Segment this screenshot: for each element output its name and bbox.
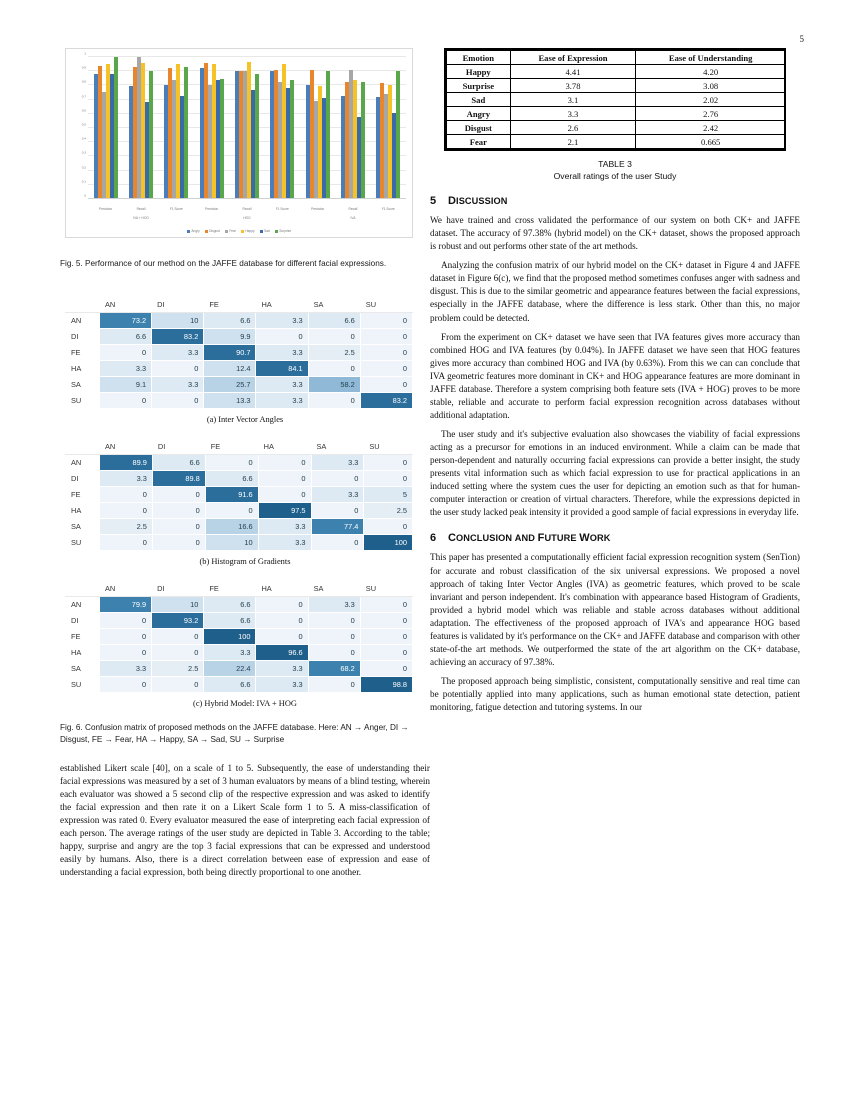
table-row xyxy=(66,344,413,360)
confusion-matrix-row-header: SU xyxy=(66,392,100,408)
confusion-matrix-cell: 0 xyxy=(100,344,152,360)
table-row xyxy=(66,486,413,502)
confusion-matrix-cell: 6.6 xyxy=(204,676,256,692)
confusion-matrix-row-header: DI xyxy=(66,612,100,628)
table3-cell-emotion: Disgust xyxy=(447,121,511,135)
section-title-rest: ISCUSSION xyxy=(456,196,508,207)
confusion-matrix-cell: 0 xyxy=(308,328,360,344)
table-row xyxy=(66,454,413,470)
confusion-matrix-cell: 0 xyxy=(308,628,360,644)
table3-header-understanding: Ease of Understanding xyxy=(636,51,786,65)
confusion-matrix-corner xyxy=(66,296,100,312)
confusion-matrix-row-header: SA xyxy=(66,376,100,392)
confusion-matrix-cell: 98.8 xyxy=(360,676,412,692)
confusion-matrix-cell: 6.6 xyxy=(152,454,205,470)
table3-wrapper xyxy=(444,48,786,151)
confusion-matrix-cell: 96.6 xyxy=(256,644,308,660)
confusion-matrix-cell: 0 xyxy=(308,360,360,376)
confusion-matrix-cell: 0 xyxy=(364,454,413,470)
table3-cell-understanding: 2.42 xyxy=(636,121,786,135)
table3-cell-expression: 3.1 xyxy=(510,93,636,107)
discussion-paragraph-2: Analyzing the confusion matrix of our hybrid model on the CK+ dataset in Figure 4 and JAFFE dataset in Figure 6(c), we find that the proposed method sometimes confuses anger with sadness and disgust. This is due to the similar geometric and appearance features between the facial expressions, especially in the JAFFE database, where the difference is less stark. Other than this, no major problem could be detected. xyxy=(430,260,800,323)
chart-bar xyxy=(184,67,188,199)
confusion-matrix-header-row xyxy=(66,296,413,312)
confusion-matrix-cell: 3.3 xyxy=(308,596,360,612)
confusion-matrix-cell: 0 xyxy=(364,470,413,486)
confusion-matrix-cell: 0 xyxy=(100,486,153,502)
confusion-matrix-row-header: SA xyxy=(66,660,100,676)
confusion-matrix-cell: 6.6 xyxy=(308,312,360,328)
chart-legend-item xyxy=(260,229,270,233)
confusion-matrix-cell: 58.2 xyxy=(308,376,360,392)
confusion-matrix-cell: 0 xyxy=(152,628,204,644)
confusion-matrix-column-header: AN xyxy=(100,580,152,596)
chart-x-tick-labels xyxy=(88,207,406,211)
chart-bar-group xyxy=(123,57,158,199)
table-row xyxy=(66,676,413,692)
confusion-matrix-cell: 0 xyxy=(360,612,412,628)
confusion-matrix-cell: 0 xyxy=(256,628,308,644)
confusion-matrix-cell: 0 xyxy=(100,676,152,692)
confusion-matrix-column-header: HA xyxy=(256,296,308,312)
discussion-paragraph-3: From the experiment on CK+ dataset we have seen that IVA features gives more accuracy than combined HOG and IVA features (by 0.04%). In JAFFE dataset we have seen that HOG features gives more accuracy than combined HOG and IVA (by 0.63%). From this we can can conclude that IVA geometric features more dominant in CK+ and HOG appearance features are more dominant in JAFFE database. Therefore a system comprising both feature sets (IVA + HOG) proves to be more stable, reliable and accurate to perform facial expression recognition across databases without additional adaptation. xyxy=(430,331,800,420)
confusion-matrix-row-header: FE xyxy=(66,344,100,360)
table-row xyxy=(66,470,413,486)
section-number-5: 5 xyxy=(430,195,437,208)
confusion-matrix-corner xyxy=(66,580,100,596)
chart-bar-group xyxy=(194,57,229,199)
chart-y-tick-label: 0.7 xyxy=(81,94,86,99)
confusion-matrix-row-header: SU xyxy=(66,534,100,550)
chart-y-tick-label: 0.2 xyxy=(81,165,86,170)
chart-bar xyxy=(361,82,365,199)
confusion-matrix-cell: 0 xyxy=(152,518,205,534)
confusion-matrix-cell: 2.5 xyxy=(100,518,153,534)
figure5-chart xyxy=(65,48,413,238)
confusion-matrix-cell: 0 xyxy=(100,502,153,518)
confusion-matrix-cell: 0 xyxy=(308,392,360,408)
section-heading-discussion xyxy=(430,195,800,207)
chart-x-tick-label: Precision xyxy=(99,207,113,211)
confusion-matrix-cell: 0 xyxy=(152,486,205,502)
discussion-paragraph-4: The user study and it's subjective evaluation also showcases the viability of facial expressions acting as a precursor for emotions in an induced environment. While a claim can be made that person-dependent and naturally occurring facial expressions can provide a better insight, the study presents vital information such as which facial expression to use for practical applications in an induced setting where the system cues the user for depicting an emotion such as that for human-computer interaction or creation of virtual characters. Therefore, while the expressions depicted in the user study lacked peak intensity it provided a good sample of facial expressions in everyday life. xyxy=(430,429,800,518)
confusion-matrix-cell: 3.3 xyxy=(152,344,204,360)
chart-x-tick-label: F1 Score xyxy=(169,207,183,211)
confusion-matrix-cell: 0 xyxy=(360,644,412,660)
confusion-matrix-cell: 0 xyxy=(100,612,152,628)
confusion-matrix-cell: 0 xyxy=(360,360,412,376)
confusion-matrix-cell: 13.3 xyxy=(204,392,256,408)
chart-legend-swatch xyxy=(260,230,263,233)
confusion-matrix-cell: 9.1 xyxy=(100,376,152,392)
confusion-matrix-row-header: AN xyxy=(66,454,100,470)
confusion-matrix-column-header: HA xyxy=(258,438,311,454)
chart-legend-swatch xyxy=(187,230,190,233)
table-row xyxy=(447,135,786,149)
confusion-matrix-cell: 22.4 xyxy=(204,660,256,676)
chart-bar-group xyxy=(88,57,123,199)
chart-legend-swatch xyxy=(205,230,208,233)
confusion-matrix-cell: 10 xyxy=(152,312,204,328)
confusion-matrix-row-header: HA xyxy=(66,360,100,376)
confusion-matrix-cell: 0 xyxy=(360,344,412,360)
table3-cell-expression: 2.6 xyxy=(510,121,636,135)
confusion-matrix-cell: 97.5 xyxy=(258,502,311,518)
table3-cell-expression: 2.1 xyxy=(510,135,636,149)
table-row xyxy=(447,107,786,121)
table3-caption xyxy=(430,158,800,182)
table3-header-expression: Ease of Expression xyxy=(510,51,636,65)
confusion-matrix-cell: 0 xyxy=(311,502,364,518)
confusion-matrix-cell: 10 xyxy=(205,534,258,550)
chart-x-tick-label: F1 Score xyxy=(381,207,395,211)
confusion-matrix-cell: 73.2 xyxy=(100,312,152,328)
confusion-matrix-cell: 0 xyxy=(100,644,152,660)
chart-bar-group xyxy=(265,57,300,199)
table3-header-row xyxy=(447,51,786,65)
table3 xyxy=(446,50,786,149)
confusion-matrix-cell: 3.3 xyxy=(152,376,204,392)
confusion-matrix-cell: 0 xyxy=(258,470,311,486)
chart-group-labels xyxy=(88,216,406,220)
confusion-matrix-cell: 100 xyxy=(364,534,413,550)
table3-cell-understanding: 3.08 xyxy=(636,79,786,93)
confusion-matrix-cell: 3.3 xyxy=(204,644,256,660)
confusion-matrix xyxy=(65,296,413,409)
confusion-matrix-column-header: SU xyxy=(364,438,413,454)
confusion-matrix-header-row xyxy=(66,580,413,596)
chart-y-tick-label: 0.9 xyxy=(81,65,86,70)
table3-cell-emotion: Angry xyxy=(447,107,511,121)
confusion-matrix-column-header: FE xyxy=(205,438,258,454)
confusion-matrix-cell: 91.6 xyxy=(205,486,258,502)
figure6-caption: Fig. 6. Confusion matrix of proposed methods on the JAFFE database. Here: AN → Anger, DI → Disgust, FE → Fear, HA → Happy, SA → Sad, SU → Surprise xyxy=(60,722,409,744)
confusion-matrix-cell: 89.8 xyxy=(152,470,205,486)
confusion-matrix-cell: 0 xyxy=(100,628,152,644)
confusion-matrix-cell: 3.3 xyxy=(100,660,152,676)
confusion-matrix-column-header: DI xyxy=(152,580,204,596)
confusion-matrix-cell: 0 xyxy=(360,376,412,392)
table-row xyxy=(447,121,786,135)
table-row xyxy=(66,612,413,628)
conclusion-title-f: F xyxy=(537,532,545,545)
table3-cell-understanding: 2.76 xyxy=(636,107,786,121)
confusion-matrix-subcaption: (c) Hybrid Model: IVA + HOG xyxy=(193,698,297,708)
conclusion-title-and: AND xyxy=(514,533,535,544)
confusion-matrix-cell: 3.3 xyxy=(256,392,308,408)
confusion-matrix-cell: 3.3 xyxy=(256,312,308,328)
chart-legend-item xyxy=(205,229,220,233)
chart-legend-swatch xyxy=(241,230,244,233)
chart-legend-item xyxy=(275,229,291,233)
confusion-matrix-row-header: SA xyxy=(66,518,100,534)
chart-group-label: HOG xyxy=(243,216,251,220)
table-row xyxy=(66,534,413,550)
confusion-matrix-cell: 6.6 xyxy=(204,596,256,612)
chart-x-tick-label: Recall xyxy=(348,207,358,211)
chart-y-tick-label: 0.4 xyxy=(81,136,86,141)
confusion-matrix-cell: 0 xyxy=(308,676,360,692)
confusion-matrix-cell: 0 xyxy=(205,502,258,518)
confusion-matrix-cell: 90.7 xyxy=(204,344,256,360)
confusion-matrix-column-header: HA xyxy=(256,580,308,596)
confusion-matrix-cell: 100 xyxy=(204,628,256,644)
confusion-matrix-cell: 0 xyxy=(152,502,205,518)
chart-bar-group xyxy=(300,57,335,199)
confusion-matrix-row-header: DI xyxy=(66,328,100,344)
chart-legend-swatch xyxy=(225,230,228,233)
confusion-matrix-cell: 0 xyxy=(256,596,308,612)
confusion-matrix-column-header: SA xyxy=(308,296,360,312)
confusion-matrix-cell: 77.4 xyxy=(311,518,364,534)
table-row xyxy=(447,79,786,93)
confusion-matrix-column-header: SU xyxy=(360,580,412,596)
discussion-paragraph-1: We have trained and cross validated the performance of our system on both CK+ and JAFFE dataset. The accuracy of 97.38% (hybrid model) on the CK+ dataset, shows the proposed approach is robust and out performs other state of the art methods. xyxy=(430,215,800,252)
conclusion-title-onclusion: ONCLUSION xyxy=(456,533,513,544)
chart-group-label: IVA xyxy=(350,216,356,220)
table3-caption-line1: TABLE 3 xyxy=(598,159,632,169)
table3-cell-understanding: 2.02 xyxy=(636,93,786,107)
confusion-matrix-cell: 12.4 xyxy=(204,360,256,376)
confusion-matrix-cell: 68.2 xyxy=(308,660,360,676)
figure5-caption: Fig. 5. Performance of our method on the JAFFE database for different facial expressions. xyxy=(60,259,387,268)
left-paragraph-1: established Likert scale [40], on a scale of 1 to 5. Subsequently, the ease of understanding their facial expressions was measured by a set of 3 human evaluators by means of a blind testing, wherein each evaluator was showed a 5 second clip of the respective expression and was asked to identify the facial expression and then rate it on a Likert Scale form 1 to 5. A miss-classification of expression was rated 0. Every evaluator measured the ease of interpreting each facial expression of each person. The average ratings of the user study are depicted in Table 3. According to the table; happy, surprise and angry are the top 3 facial expressions that can be expressed and understood easily by humans. Also, there is a direct correlation between ease of expression and ease of understanding a facial expression, both being directly proportional to one another. xyxy=(60,762,430,878)
chart-bar-group xyxy=(335,57,370,199)
chart-plot-area xyxy=(81,51,406,199)
conclusion-title-uture: UTURE xyxy=(544,533,577,544)
chart-x-axis xyxy=(88,198,406,199)
confusion-matrix-cell: 83.2 xyxy=(152,328,204,344)
confusion-matrix-cell: 0 xyxy=(311,534,364,550)
confusion-matrix-cell: 2.5 xyxy=(364,502,413,518)
chart-group-label: IVA + HOG xyxy=(133,216,149,220)
confusion-matrix-column-header: SA xyxy=(311,438,364,454)
confusion-matrix-cell: 0 xyxy=(308,644,360,660)
confusion-matrix-row-header: AN xyxy=(66,596,100,612)
confusion-matrix-cell: 3.3 xyxy=(311,486,364,502)
chart-legend-swatch xyxy=(275,230,278,233)
confusion-matrix-cell: 3.3 xyxy=(256,344,308,360)
confusion-matrix-cell: 6.6 xyxy=(204,612,256,628)
page-number: 5 xyxy=(799,34,804,44)
confusion-matrix xyxy=(65,438,413,551)
chart-legend-label: Fear xyxy=(229,229,236,233)
confusion-matrix-column-header: DI xyxy=(152,438,205,454)
confusion-matrix-cell: 0 xyxy=(100,534,153,550)
confusion-matrix-corner xyxy=(66,438,100,454)
confusion-matrix-cell: 6.6 xyxy=(100,328,152,344)
confusion-matrix-cell: 79.9 xyxy=(100,596,152,612)
confusion-matrix-column-header: DI xyxy=(152,296,204,312)
conclusion-paragraph-1: This paper has presented a computationally efficient facial expression recognition system (SenTion) for accurate and robust classification of the six universal expressions. We proposed a novel approach of taking Inter Vector Angles (IVA) as geometric features, which proved to be scale invariant and person independent. It's combination with appearance based Histogram of Gradients, provided a hybrid model which was reliable and stable across databases without additional adaptation. The effectiveness of the proposed approach of IVA's and appearance HOG based features is validated by it's performance on the CK+ and JAFFE database and comparison with other state-of-the art methods. We outperformed the state of the art algorithm on the CK+ database, achieving an accuracy of 97.38%. xyxy=(430,552,800,667)
confusion-matrix-cell: 0 xyxy=(360,312,412,328)
confusion-matrix-cell: 93.2 xyxy=(152,612,204,628)
confusion-matrix-cell: 0 xyxy=(311,470,364,486)
confusion-matrix-row-header: DI xyxy=(66,470,100,486)
table-row xyxy=(66,596,413,612)
confusion-matrix-column-header: FE xyxy=(204,580,256,596)
confusion-matrix-column-header: AN xyxy=(100,438,153,454)
confusion-matrix-row-header: HA xyxy=(66,502,100,518)
confusion-matrix-cell: 0 xyxy=(256,328,308,344)
chart-legend-label: Happy xyxy=(245,229,255,233)
confusion-matrix-cell: 6.6 xyxy=(205,470,258,486)
confusion-matrix-cell: 3.3 xyxy=(256,660,308,676)
confusion-matrix-cell: 84.1 xyxy=(256,360,308,376)
conclusion-title-w: W xyxy=(579,532,590,545)
chart-y-tick-label: 0 xyxy=(84,193,86,198)
confusion-matrix-cell: 3.3 xyxy=(258,518,311,534)
confusion-matrix-cell: 89.9 xyxy=(100,454,153,470)
chart-x-tick-label: Recall xyxy=(242,207,252,211)
confusion-matrix-cell: 0 xyxy=(360,328,412,344)
confusion-matrix-cell: 0 xyxy=(258,454,311,470)
confusion-matrix-cell: 0 xyxy=(258,486,311,502)
confusion-matrix xyxy=(65,580,413,693)
table3-cell-expression: 4.41 xyxy=(510,65,636,79)
chart-bar xyxy=(255,74,259,199)
table-row xyxy=(66,312,413,328)
confusion-matrix-row-header: AN xyxy=(66,312,100,328)
confusion-matrix-cell: 3.3 xyxy=(258,534,311,550)
conclusion-paragraph-2: The proposed approach being simplistic, consistent, computationally sensitive and real time can be potentially applied into many applications, such as human emotional state detection, patient monitoring, fatigue detection and tutoring systems. In our xyxy=(430,676,800,713)
chart-y-tick-label: 1 xyxy=(84,51,86,56)
right-column xyxy=(430,48,800,720)
chart-bar-group xyxy=(159,57,194,199)
confusion-matrix-subcaption: (b) Histogram of Gradients xyxy=(199,556,291,566)
chart-bar xyxy=(290,80,294,199)
table-row xyxy=(66,628,413,644)
confusion-matrix-cell: 0 xyxy=(152,360,204,376)
chart-y-tick-label: 0.8 xyxy=(81,80,86,85)
chart-bar xyxy=(114,57,118,199)
confusion-matrix-cell: 3.3 xyxy=(256,676,308,692)
chart-x-tick-label: Precision xyxy=(311,207,325,211)
confusion-matrix-cell: 9.9 xyxy=(204,328,256,344)
confusion-matrix-header-row xyxy=(66,438,413,454)
confusion-matrix-cell: 0 xyxy=(360,628,412,644)
chart-legend-label: Surprise xyxy=(279,229,292,233)
table3-cell-understanding: 0.665 xyxy=(636,135,786,149)
table3-caption-line2: Overall ratings of the user Study xyxy=(553,171,677,182)
chart-legend-label: Angry xyxy=(191,229,200,233)
chart-bar xyxy=(326,71,330,199)
confusion-matrix-cell: 3.3 xyxy=(100,360,152,376)
chart-legend-item xyxy=(241,229,255,233)
chart-y-tick-label: 0.6 xyxy=(81,108,86,113)
chart-legend-item xyxy=(187,229,200,233)
confusion-matrix-cell: 25.7 xyxy=(204,376,256,392)
chart-bar xyxy=(396,71,400,199)
confusion-matrix-column-header: SU xyxy=(360,296,412,312)
table-row xyxy=(66,376,413,392)
table-row xyxy=(66,328,413,344)
table3-cell-understanding: 4.20 xyxy=(636,65,786,79)
confusion-matrix-row-header: FE xyxy=(66,628,100,644)
chart-legend-label: Sad xyxy=(264,229,270,233)
confusion-matrix-cell: 0 xyxy=(152,644,204,660)
confusion-matrix-column-header: AN xyxy=(100,296,152,312)
chart-bar xyxy=(220,79,224,199)
confusion-matrix-cell: 0 xyxy=(256,612,308,628)
chart-y-tick-label: 0.1 xyxy=(81,179,86,184)
table3-cell-emotion: Fear xyxy=(447,135,511,149)
table-row xyxy=(66,502,413,518)
table3-header-emotion: Emotion xyxy=(447,51,511,65)
confusion-matrix-cell: 0 xyxy=(360,596,412,612)
table3-cell-emotion: Surprise xyxy=(447,79,511,93)
chart-bars xyxy=(88,57,406,199)
table-row xyxy=(447,93,786,107)
table-row xyxy=(66,518,413,534)
chart-legend xyxy=(66,229,412,233)
confusion-matrix-column-header: FE xyxy=(204,296,256,312)
confusion-matrix-cell: 0 xyxy=(308,612,360,628)
table3-cell-expression: 3.78 xyxy=(510,79,636,93)
section-number-6: 6 xyxy=(430,532,437,545)
chart-legend-item xyxy=(225,229,236,233)
table-row xyxy=(447,65,786,79)
confusion-matrix-cell: 3.3 xyxy=(100,470,153,486)
table-row xyxy=(66,644,413,660)
confusion-matrix-row-header: FE xyxy=(66,486,100,502)
table3-cell-emotion: Sad xyxy=(447,93,511,107)
left-column xyxy=(60,48,430,885)
confusion-matrix-cell: 2.5 xyxy=(152,660,204,676)
section-heading-conclusion xyxy=(430,532,800,544)
confusion-matrix-cell: 0 xyxy=(152,534,205,550)
confusion-matrix-cell: 0 xyxy=(360,660,412,676)
confusion-matrix-cell: 3.3 xyxy=(311,454,364,470)
chart-x-tick-label: Precision xyxy=(205,207,219,211)
table3-cell-expression: 3.3 xyxy=(510,107,636,121)
confusion-matrix-cell: 3.3 xyxy=(256,376,308,392)
table-row xyxy=(66,660,413,676)
confusion-matrix-cell: 16.6 xyxy=(205,518,258,534)
chart-x-tick-label: Recall xyxy=(136,207,146,211)
confusion-matrix-cell: 83.2 xyxy=(360,392,412,408)
table-row xyxy=(66,392,413,408)
confusion-matrix-row-header: HA xyxy=(66,644,100,660)
confusion-matrix-cell: 0 xyxy=(152,676,204,692)
confusion-matrix-cell: 5 xyxy=(364,486,413,502)
table-row xyxy=(66,360,413,376)
chart-y-tick-label: 0.5 xyxy=(81,122,86,127)
confusion-matrix-row-header: SU xyxy=(66,676,100,692)
confusion-matrix-cell: 0 xyxy=(205,454,258,470)
confusion-matrix-column-header: SA xyxy=(308,580,360,596)
chart-bar-group xyxy=(229,57,264,199)
section-title-cap: D xyxy=(448,195,457,208)
conclusion-title-ork: ORK xyxy=(589,533,611,544)
confusion-matrix-cell: 0 xyxy=(152,392,204,408)
table3-cell-emotion: Happy xyxy=(447,65,511,79)
chart-bar xyxy=(149,71,153,199)
conclusion-title-c: C xyxy=(448,532,457,545)
figure6-matrices xyxy=(60,296,430,708)
confusion-matrix-cell: 10 xyxy=(152,596,204,612)
confusion-matrix-cell: 6.6 xyxy=(204,312,256,328)
confusion-matrix-subcaption: (a) Inter Vector Angles xyxy=(206,414,284,424)
confusion-matrix-cell: 0 xyxy=(100,392,152,408)
chart-bar-group xyxy=(371,57,406,199)
confusion-matrix-cell: 0 xyxy=(364,518,413,534)
chart-x-tick-label: F1 Score xyxy=(275,207,289,211)
chart-y-tick-label: 0.3 xyxy=(81,151,86,156)
confusion-matrix-cell: 2.5 xyxy=(308,344,360,360)
chart-legend-label: Disgust xyxy=(209,229,220,233)
